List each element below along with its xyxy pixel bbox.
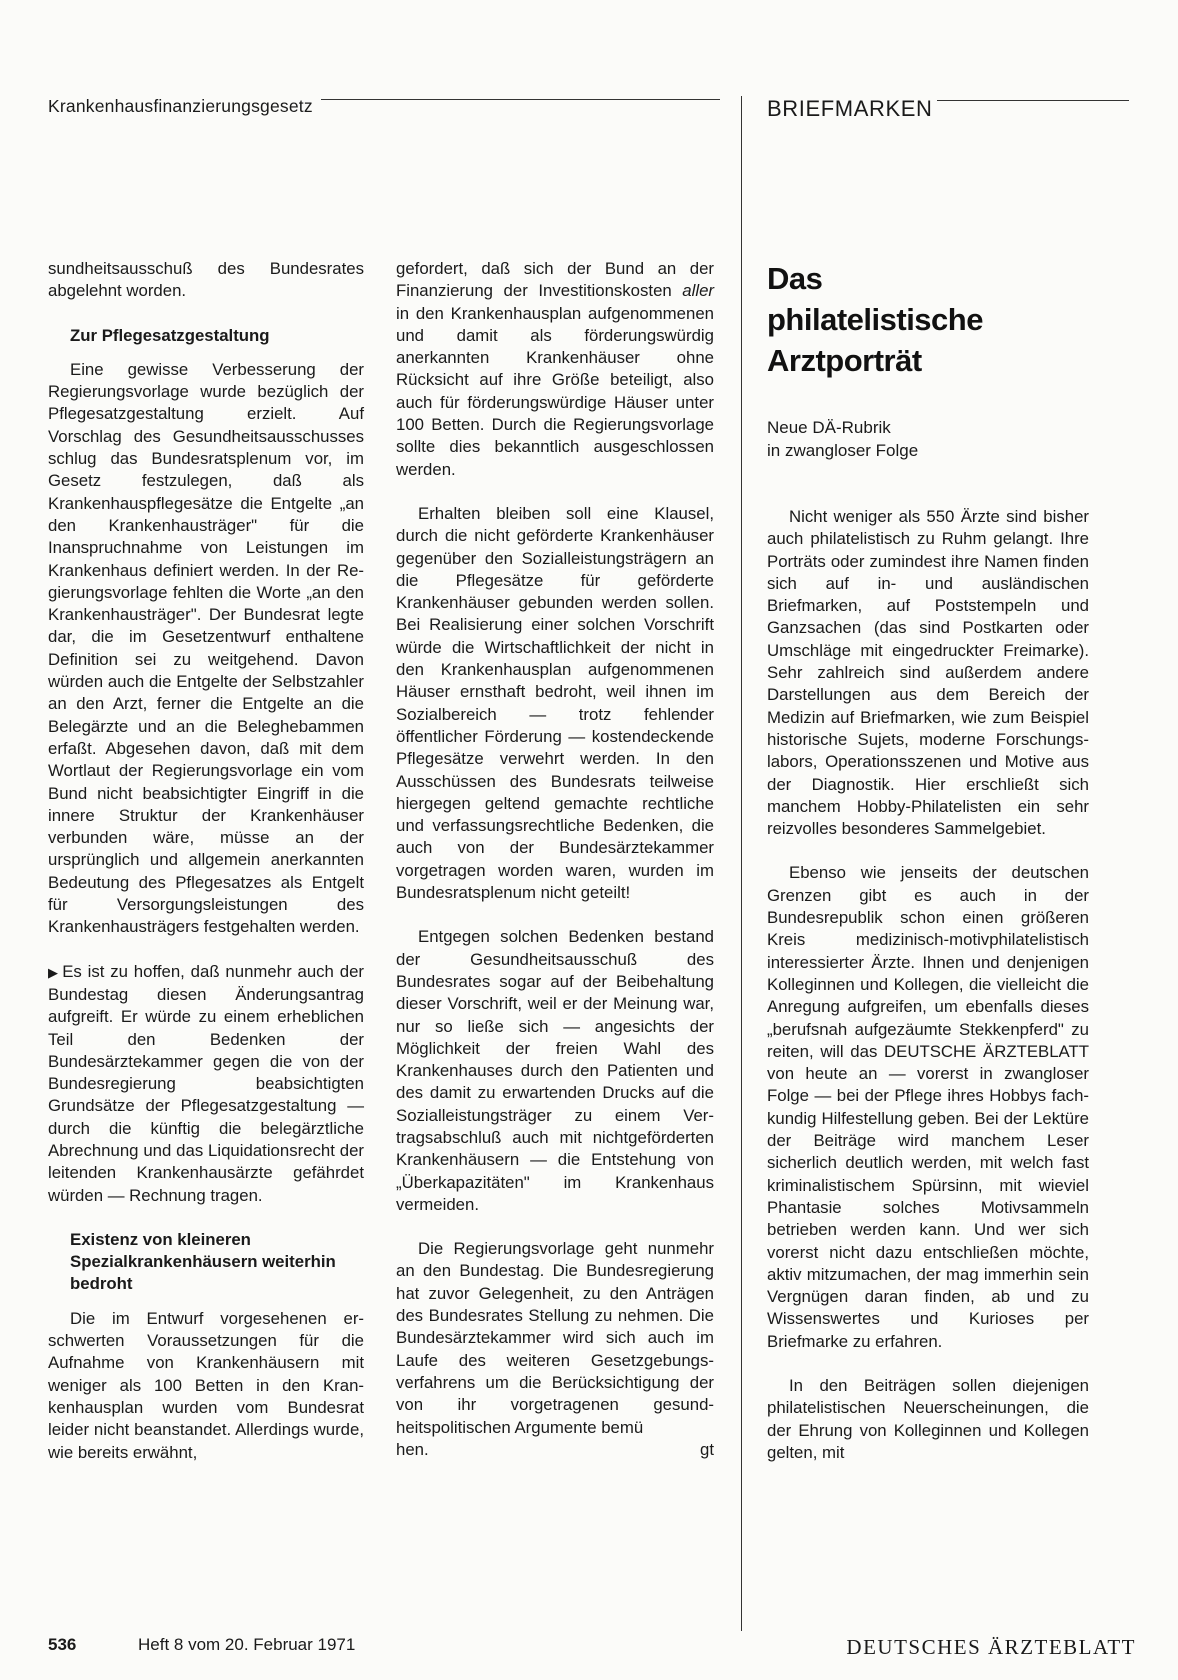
title-line: Arztporträt	[767, 343, 922, 378]
paragraph-text: hen.	[396, 1439, 429, 1459]
paragraph-text: Es ist zu hoffen, daß nunmehr auch der Bundestag diesen Änderungsantrag aufgreift. Er würde zu einem erheblichen Teil den Bedenken der Bundesärztekammer gegen die von der Bundesregierung beabsichtigten Grundsätze der Pflegesatzgestaltung — durch die künftig die belegärztliche Abrechnung und das Liquidationsrecht der leitenden Krankenhausärzte gefährdet würden — Rechnung tragen.	[48, 961, 364, 1205]
article-column-2	[396, 258, 714, 1461]
rubric-header	[767, 96, 1129, 122]
subtitle-line: Neue DÄ-Rubrik	[767, 418, 891, 437]
paragraph-text: gefordert, daß sich der Bund an der Finanzierung der Investitionskosten	[396, 259, 714, 301]
paragraph: sundheitsausschuß des Bundesrates abgelehnt worden.	[48, 259, 364, 301]
author-signature: gt	[700, 1439, 714, 1459]
subtitle-line: in zwangloser Folge	[767, 440, 919, 460]
paragraph	[48, 961, 364, 1207]
paragraph: In den Beiträgen sollen diejenigen philatelistischen Neuerscheinungen, die der Ehrung von Kolleginnen und Kollegen gelten, mit	[767, 1375, 1089, 1462]
paragraph: Erhalten bleiben soll eine Klausel, durch die nicht geförderte Krankenhäuser gegenüber den Sozialleistungsträgern an die Pflegesätze für geförderte Krankenhäuser gebunden werden sollen. Bei Realisierung einer solchen Vorschrift würde die Wirtschaftlichkeit der nicht in den Krankenhausplan aufgenommenen Häuser ernsthaft bedroht, weil ihnen im Sozialbereich — trotz fehlender öffentlicher Förderung — kostendeckende Pflegesätze verwehrt werden. In den Ausschüssen des Bundesrats teilweise hiergegen geltend gemachte rechtliche und verfassungsrechtliche Bedenken, die auch von der Bundesärztekammer vorgetragen worden waren, wurden im Bundesratsplenum nicht geteilt!	[396, 503, 714, 903]
subheading: Existenz von kleineren Spezialkrankenhäusern weiterhin bedroht	[70, 1229, 336, 1294]
subheading: Zur Pflegesatzgestaltung	[70, 325, 270, 345]
column-divider	[741, 96, 742, 1631]
article-column-1	[48, 258, 364, 1464]
paragraph-text: in den Krankenhausplan aufgenommenen und damit als förderungswürdig anerkannten Krankenhäuser ohne Rücksicht auf ihre Größe beteiligt, also auch für förderungswürdige Häuser unter 100 Betten. Durch die Regierungsvorlage sollte dies bekanntlich ausgeschlossen werden.	[396, 303, 714, 479]
article-column-3	[767, 258, 1089, 1464]
title-line: Das	[767, 261, 823, 296]
journal-name: DEUTSCHES ÄRZTEBLATT	[846, 1635, 1136, 1659]
header-rule	[321, 99, 720, 100]
article-subtitle	[767, 417, 1089, 462]
paragraph: Entgegen solchen Bedenken bestand der Gesundheitsausschuß des Bundesrates sogar auf der Beibehaltung dieser Vorschrift, weil er der Meinung war, nur so ließe sich — angesichts der Möglichkeit der freien Wahl des Krankenhauses durch den Patienten und des damit zu erwartenden Drucks auf die Sozialleistungsträger zu einem Vertragsabschluß auch mit nichtgeförderten Krankenhäusern — die Entstehung von „Überkapazitäten" im Krankenhaus vermeiden.	[396, 927, 714, 1214]
section-header-label: Krankenhausfinanzierungsgesetz	[48, 96, 313, 116]
triangle-bullet-icon: ▶	[48, 964, 60, 980]
article-title	[767, 258, 1089, 381]
section-header	[48, 96, 720, 117]
rubric-header-label: BRIEFMARKEN	[767, 96, 933, 121]
title-line: philatelistische	[767, 302, 983, 337]
page-number: 536	[48, 1635, 77, 1654]
paragraph: Die Regierungsvorlage geht nunmehr an den Bundestag. Die Bundesregierung hat zuvor Gelegenheit, zu den Anträgen des Bundesrates Stellung zu nehmen. Die Bundesärztekammer wird sich auch im Laufe des weiteren Gesetzgebungsverfahrens um die Berücksichtigung der von ihr vorgetragenen gesundheitspolitischen Argumente bemü	[396, 1239, 714, 1437]
paragraph-end-line	[396, 1439, 714, 1461]
header-rule	[937, 100, 1129, 101]
paragraph: Eine gewisse Verbesserung der Regierungsvorlage wurde bezüglich der Pflegesatzgestaltung erzielt. Auf Vorschlag des Gesundheitsausschusses schlug das Bundesratsplenum vor, im Gesetz festzulegen, daß als Krankenhauspflegesätze die Entgelte „an den Krankenhausträger" für die Inanspruchnahme von Leistungen im Krankenhaus definiert werden. In der Regierungsvorlage fehlten die Worte „an den Krankenhausträger". Der Bundesrat legte dar, die im Gesetzentwurf enthaltene Definition sei zu weitgehend. Davon würden auch die Entgelte der Selbstzahler an den Arzt, ferner die Entgelte an die Belegärzte und an die Beleghebammen erfaßt. Abgesehen davon, daß mit dem Wortlaut der Regierungsvorlage ein vom Bund nicht beabsichtigter Eingriff in die innere Struktur der Krankenhäuser verbunden wäre, müsse an der ursprünglich und allgemein anerkannten Bedeutung des Pflegesatzes als Entgelt für Versorgungsleistungen des Krankenhausträgers festgehalten werden.	[48, 359, 364, 937]
issue-info: Heft 8 vom 20. Februar 1971	[138, 1635, 356, 1654]
paragraph	[396, 258, 714, 481]
emphasis: aller	[682, 281, 714, 301]
paragraph: Die im Entwurf vorgesehenen erschwerten Voraussetzungen für die Aufnahme von Krankenhäusern mit weniger als 100 Betten in den Krankenhausplan wurden vom Bundesrat leider nicht beanstandet. Allerdings wurde, wie bereits erwähnt,	[48, 1308, 364, 1462]
paragraph: Ebenso wie jenseits der deutschen Grenzen gibt es auch in der Bundesrepublik schon einen größeren Kreis medizinisch-motivphilatelistisch interessierter Ärzte. Ihnen und denjenigen Kolleginnen und Kollegen, die vielleicht die Anregung aufgreifen, um ebenfalls dieses „berufsnah aufgezäumte Stekkenpferd" zu reiten, will das DEUTSCHE ÄRZTEBLATT von heute an — vorerst in zwangloser Folge — bei der Pflege ihres Hobbys fachkundig Hilfestellung geben. Bei der Lektüre der Beiträge wird manchem Leser sicherlich deutlich werden, mit welch fast kriminalistischem Spürsinn, mit wieviel Phantasie solches Motivsammeln betrieben werden kann. Und wer sich vorerst nicht dazu entschließen möchte, aktiv mitzumachen, der mag immerhin sein Vergnügen daran finden, ab und zu Wissenswertes und Kurioses per Briefmarke zu erfahren.	[767, 863, 1089, 1351]
paragraph: Nicht weniger als 550 Ärzte sind bisher auch philatelistisch zu Ruhm gelangt. Ihre Porträts oder zumindest ihre Namen finden sich auf in- und ausländischen Briefmarken, auf Poststempeln und Ganzsachen (das sind Postkarten oder Umschläge mit eingedruckter Freimarke). Sehr zahlreich sind außerdem andere Darstellungen aus dem Bereich der Medizin auf Briefmarken, wie zum Beispiel historische Sujets, moderne Forschungslabors, Operationsszenen und Motive aus der Diagnostik. Hier erschließt sich manchem Hobby-Philatelisten ein sehr reizvolles besonderes Sammelgebiet.	[767, 507, 1089, 839]
